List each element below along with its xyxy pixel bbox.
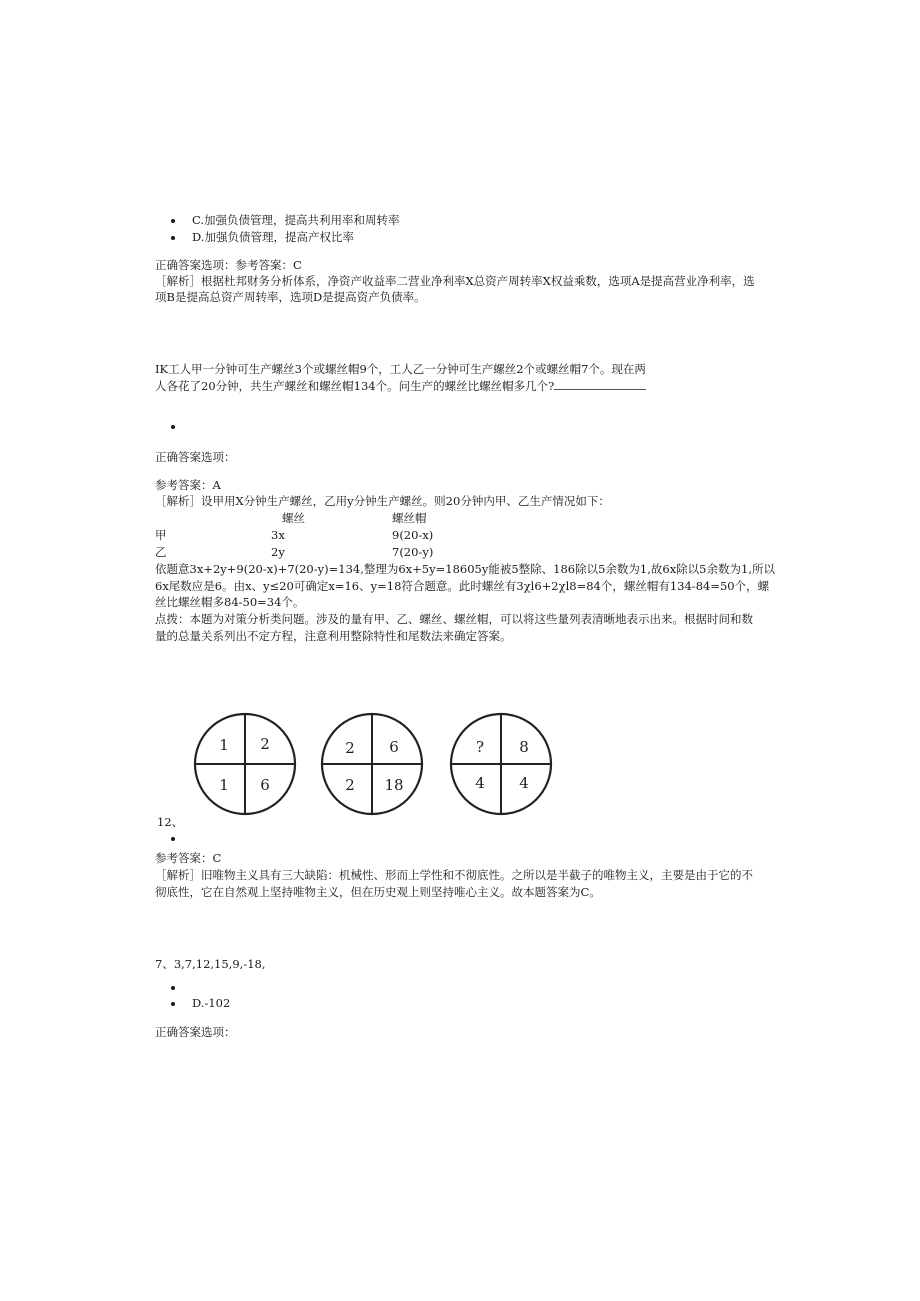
table-row-label: 乙 <box>155 545 167 559</box>
circle-3-bottom-left: 4 <box>475 774 485 792</box>
circle-3-top-left: ? <box>475 738 485 756</box>
analysis-text: ［解析］旧唯物主义具有三大缺陷：机械性、形而上学性和不彻底性。之所以是半截子的唯物主义，主要是由于它的不 <box>155 868 753 882</box>
answer-label: 正确答案选项： <box>155 450 236 464</box>
table-cell: 2y <box>271 545 285 559</box>
table-row-label: 甲 <box>155 528 167 542</box>
circle-2-top-right: 6 <box>389 738 399 756</box>
circle-2-top-left: 2 <box>345 739 355 757</box>
question-text: 7、3,7,12,15,9,-18, <box>155 957 266 971</box>
question-text: 人各花了20分钟，共生产螺丝和螺丝帽134个。问生产的螺丝比螺丝帽多几个? <box>155 377 646 395</box>
list-bullet <box>171 425 175 429</box>
question-number: 12、 <box>157 815 184 829</box>
table-header: 螺丝帽 <box>392 511 427 525</box>
table-cell: 7(20-y) <box>392 545 434 559</box>
table-header: 螺丝 <box>282 511 305 525</box>
circle-2-bottom-right: 18 <box>384 776 404 794</box>
circle-3-top-right: 8 <box>519 738 529 756</box>
reference-answer: 参考答案：A <box>155 478 221 492</box>
answer-line: 正确答案选项：参考答案：C <box>155 258 302 272</box>
analysis-text: ［解析］根据杜邦财务分析体系，净资产收益率二营业净利率X总资产周转率X权益乘数，选项A是提高营业净利率，选 <box>155 274 755 288</box>
analysis-text: ［解析］设甲用X分钟生产螺丝，乙用y分钟生产螺丝。则20分钟内甲、乙生产情况如下： <box>155 494 610 508</box>
circle-1-bottom-right: 6 <box>260 776 270 794</box>
circle-1 <box>195 714 295 814</box>
option-d: D.加强负债管理，提高产权比率 <box>192 230 354 244</box>
table-cell: 9(20-x) <box>392 528 434 542</box>
list-bullet <box>171 986 175 990</box>
derivation-text: 6x尾数应是6。由x、y≤20可确定x=16、y=18符合题意。此时螺丝有3χl6+2χl8=84个，螺丝帽有134-84=50个，螺 <box>155 579 770 593</box>
derivation-text: 依题意3x+2y+9(20-x)+7(20-y)=134,整理为6x+5y=18605y能被5整除、186除以5余数为1,故6x除以5余数为1,所以 <box>155 562 775 576</box>
table-cell: 3x <box>271 528 285 542</box>
tips-text: 量的总量关系列出不定方程，注意利用整除特性和尾数法来确定答案。 <box>155 629 512 643</box>
answer-label: 正确答案选项： <box>155 1025 236 1039</box>
analysis-text: 彻底性，它在自然观上坚持唯物主义，但在历史观上则坚持唯心主义。故本题答案为C。 <box>155 885 601 899</box>
option-d: D.-102 <box>192 996 231 1010</box>
list-bullet <box>171 219 175 223</box>
circle-1-top-left: 1 <box>219 736 229 754</box>
option-c: C.加强负债管理，提高共利用率和周转率 <box>192 213 400 227</box>
circle-3 <box>451 714 551 814</box>
tips-text: 点拨：本题为对策分析类问题。涉及的量有甲、乙、螺丝、螺丝帽，可以将这些量列表清晰地表示出来。根据时间和数 <box>155 612 753 626</box>
answer-blank <box>554 377 646 390</box>
circle-2-bottom-left: 2 <box>345 776 355 794</box>
circle-1-bottom-left: 1 <box>219 776 229 794</box>
circle-2 <box>322 714 422 814</box>
question-text: IK工人甲一分钟可生产螺丝3个或螺丝帽9个，工人乙一分钟可生产螺丝2个或螺丝帽7个。现在两 <box>155 362 646 376</box>
circle-1-top-right: 2 <box>260 735 270 753</box>
circle-puzzle-figure <box>185 708 565 820</box>
list-bullet <box>171 1002 175 1006</box>
list-bullet <box>171 236 175 240</box>
analysis-text: 项B是提高总资产周转率，选项D是提高资产负债率。 <box>155 290 426 304</box>
circle-3-bottom-right: 4 <box>519 774 529 792</box>
reference-answer: 参考答案：C <box>155 851 222 865</box>
derivation-text: 丝比螺丝帽多84-50=34个。 <box>155 595 305 609</box>
list-bullet <box>171 837 175 841</box>
